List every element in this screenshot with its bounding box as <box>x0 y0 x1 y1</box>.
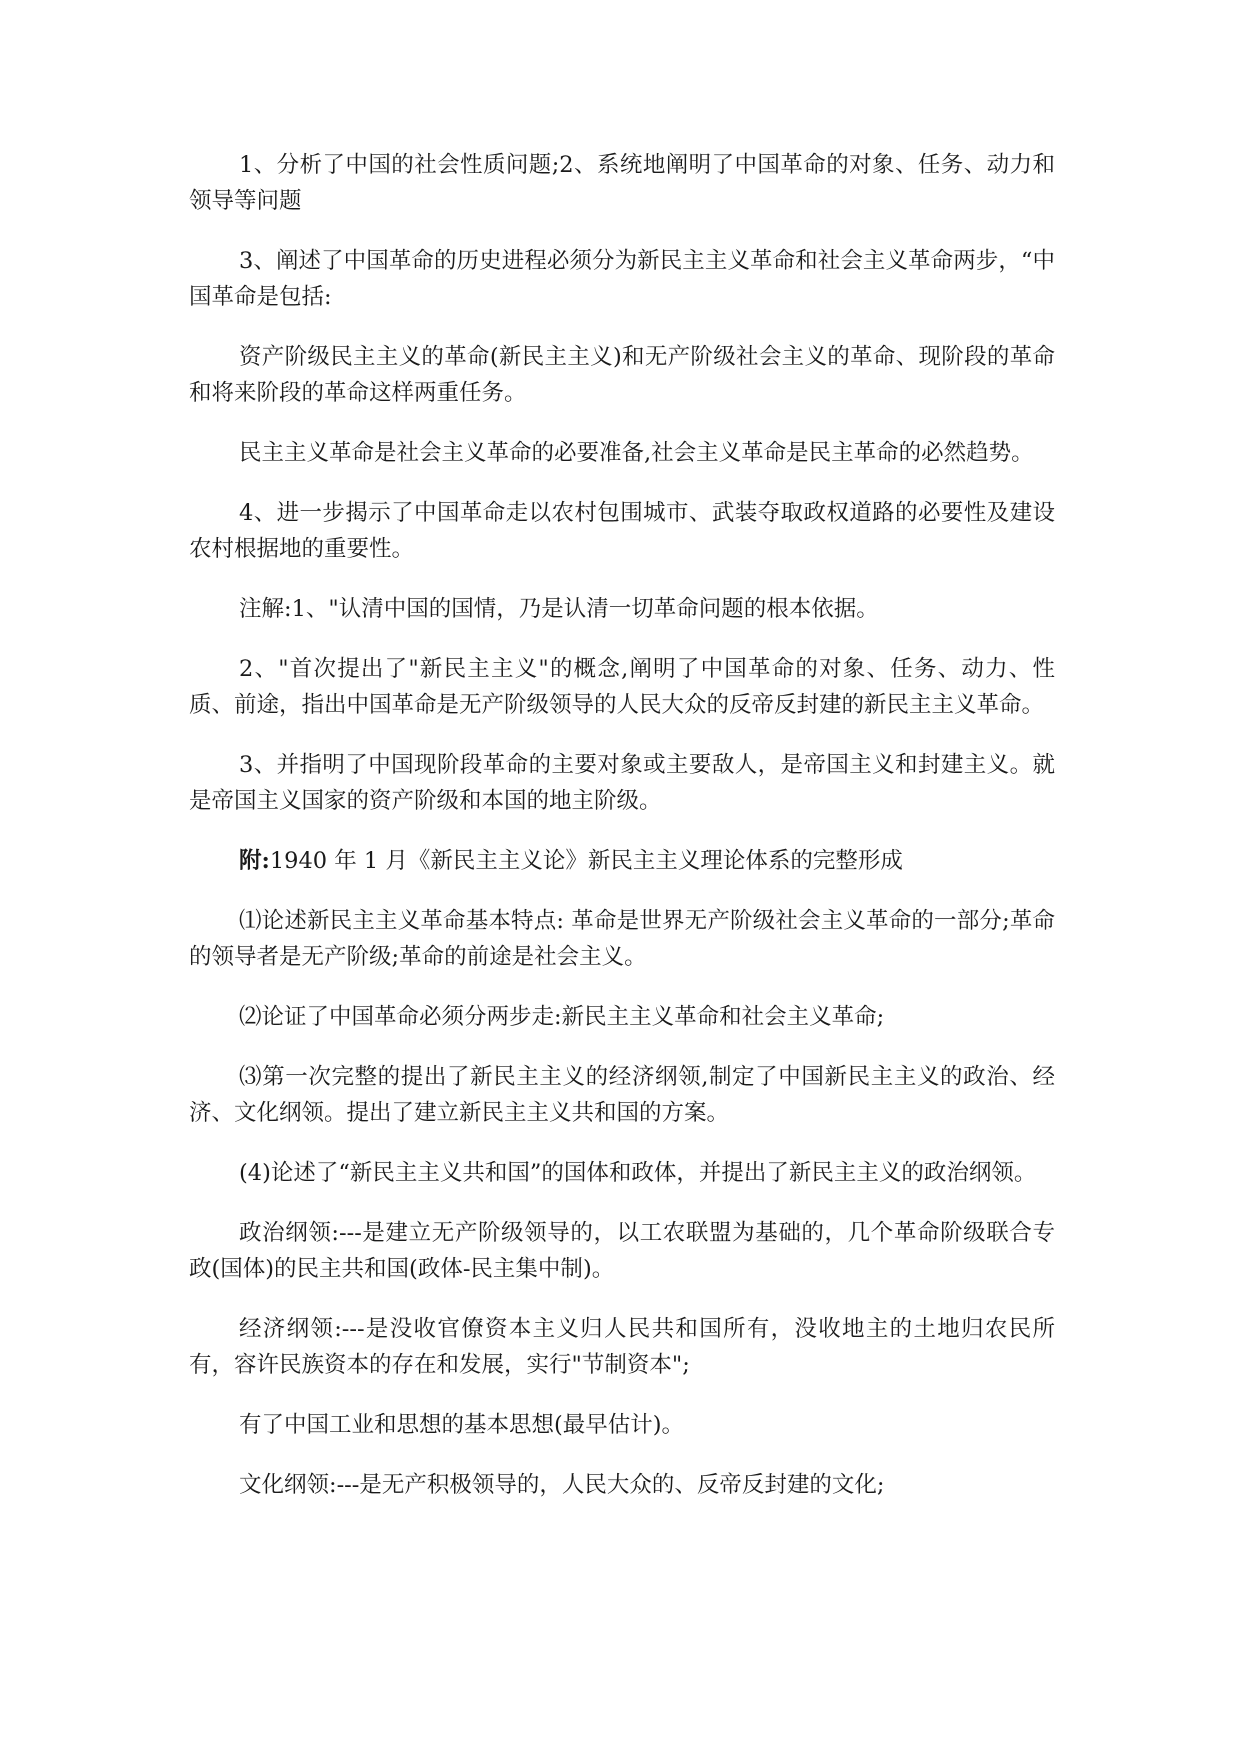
paragraph-12: ⑶第一次完整的提出了新民主主义的经济纲领,制定了中国新民主主义的政治、经济、文化纲领。提出了建立新民主主义共和国的方案。 <box>189 1064 1055 1126</box>
paragraph-14: 政治纲领:---是建立无产阶级领导的，以工农联盟为基础的，几个革命阶级联合专政(国体)的民主共和国(政体-民主集中制)。 <box>189 1220 1055 1282</box>
appendix-text: 1940 年 1 月《新民主主义论》新民主主义理论体系的完整形成 <box>269 848 903 874</box>
paragraph-17: 文化纲领:---是无产积极领导的，人民大众的、反帝反封建的文化; <box>239 1472 885 1498</box>
paragraph-2: 3、阐述了中国革命的历史进程必须分为新民主主义革命和社会主义革命两步，“中国革命是包括: <box>189 248 1055 310</box>
paragraph-15: 经济纲领:---是没收官僚资本主义归人民共和国所有，没收地主的土地归农民所有，容许民族资本的存在和发展，实行"节制资本"; <box>189 1316 1055 1378</box>
paragraph-8: 3、并指明了中国现阶段革命的主要对象或主要敌人，是帝国主义和封建主义。就是帝国主义国家的资产阶级和本国的地主阶级。 <box>189 752 1055 814</box>
paragraph-11: ⑵论证了中国革命必须分两步走:新民主主义革命和社会主义革命; <box>239 1004 885 1030</box>
appendix-lead: 附: <box>239 848 270 874</box>
document-body <box>189 147 1055 1527</box>
paragraph-1: 1、分析了中国的社会性质问题;2、系统地阐明了中国革命的对象、任务、动力和领导等问题 <box>189 152 1055 214</box>
paragraph-10: ⑴论述新民主主义革命基本特点: 革命是世界无产阶级社会主义革命的一部分;革命的领导者是无产阶级;革命的前途是社会主义。 <box>189 908 1055 970</box>
paragraph-6: 注解:1、"认清中国的国情，乃是认清一切革命问题的根本依据。 <box>239 596 879 622</box>
paragraph-13: (4)论述了“新民主主义共和国”的国体和政体，并提出了新民主主义的政治纲领。 <box>239 1160 1037 1186</box>
paragraph-9 <box>189 843 1055 879</box>
paragraph-7: 2、"首次提出了"新民主主义"的概念,阐明了中国革命的对象、任务、动力、性质、前途，指出中国革命是无产阶级领导的人民大众的反帝反封建的新民主主义革命。 <box>189 656 1055 718</box>
paragraph-5: 4、进一步揭示了中国革命走以农村包围城市、武装夺取政权道路的必要性及建设农村根据地的重要性。 <box>189 500 1055 562</box>
paragraph-4: 民主主义革命是社会主义革命的必要准备,社会主义革命是民主革命的必然趋势。 <box>239 440 1034 466</box>
paragraph-3: 资产阶级民主主义的革命(新民主主义)和无产阶级社会主义的革命、现阶段的革命和将来阶段的革命这样两重任务。 <box>189 344 1055 406</box>
paragraph-16: 有了中国工业和思想的基本思想(最早估计)。 <box>239 1412 685 1438</box>
